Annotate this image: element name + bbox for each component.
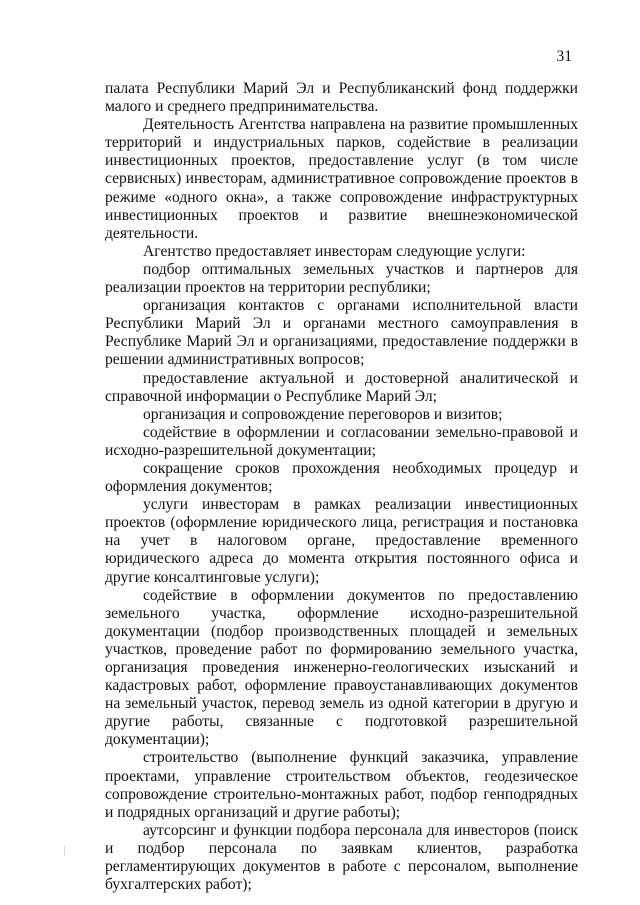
list-item-negotiations: организация и сопровождение переговоров и визитов; — [143, 405, 503, 423]
list-item-deadlines: сокращение сроков прохождения необходимых процедур и оформления документов; — [105, 459, 578, 496]
list-item-investor-services: услуги инвесторам в рамках реализации инвестиционных проектов (оформление юридического лица, регистрация и постановка на учет в налоговом органе, предоставление временного юридического адреса до момента открытия постоянного офиса и другие консалтинговые услуги); — [105, 496, 578, 586]
list-item-land-registration: содействие в оформлении документов по предоставлению земельного участка, оформление исходно-разрешительной документации (подбор производственных площадей и земельных участков, проведение работ по формированию земельного участка, организация проведения инженерно-геологических изысканий и кадастровых работ, оформление правоустанавливающих документов на земельный участок, перевод земель из одной категории в другую и другие работы, связанные с подготовкой разрешительной документации); — [105, 586, 578, 749]
list-item-contacts: организация контактов с органами исполнительной власти Республики Марий Эл и органами местного самоуправления в Республике Марий Эл и организациями, предоставление поддержки в решении административных вопросов; — [105, 297, 578, 369]
body-text — [105, 80, 578, 894]
list-item-land-documentation: содействие в оформлении и согласовании земельно-правовой и исходно-разрешительной документации; — [105, 423, 578, 459]
paragraph-continuation: палата Республики Марий Эл и Республиканский фонд поддержки малого и среднего предпринимательства. — [105, 80, 578, 116]
paragraph-services-intro: Агентство предоставляет инвесторам следующие услуги: — [143, 242, 526, 260]
list-item-information: предоставление актуальной и достоверной аналитической и справочной информации о Республике Марий Эл; — [105, 369, 578, 405]
paragraph-agency-activity: Деятельность Агентства направлена на развитие промышленных территорий и индустриальных парков, содействие в реализации инвестиционных проектов, предоставление услуг (в том числе сервисных) инвесторам, административное сопровождение проектов в режиме «одного окна», а также сопровождение инфраструктурных инвестиционных проектов и развитие внешнеэкономической деятельности. — [105, 116, 578, 242]
page-number: 31 — [556, 48, 572, 65]
list-item-land-plots: подбор оптимальных земельных участков и партнеров для реализации проектов на территории республики; — [105, 260, 578, 297]
margin-mark — [64, 846, 65, 856]
list-item-construction: строительство (выполнение функций заказчика, управление проектами, управление строительством объектов, геодезическое сопровождение строительно-монтажных работ, подбор генподрядных и подрядных организаций и другие работы); — [105, 749, 578, 821]
list-item-outsourcing: аутсорсинг и функции подбора персонала для инвесторов (поиск и подбор персонала по заявкам клиентов, разработка регламентирующих документов в работе с персоналом, выполнение бухгалтерских работ); — [105, 821, 578, 894]
